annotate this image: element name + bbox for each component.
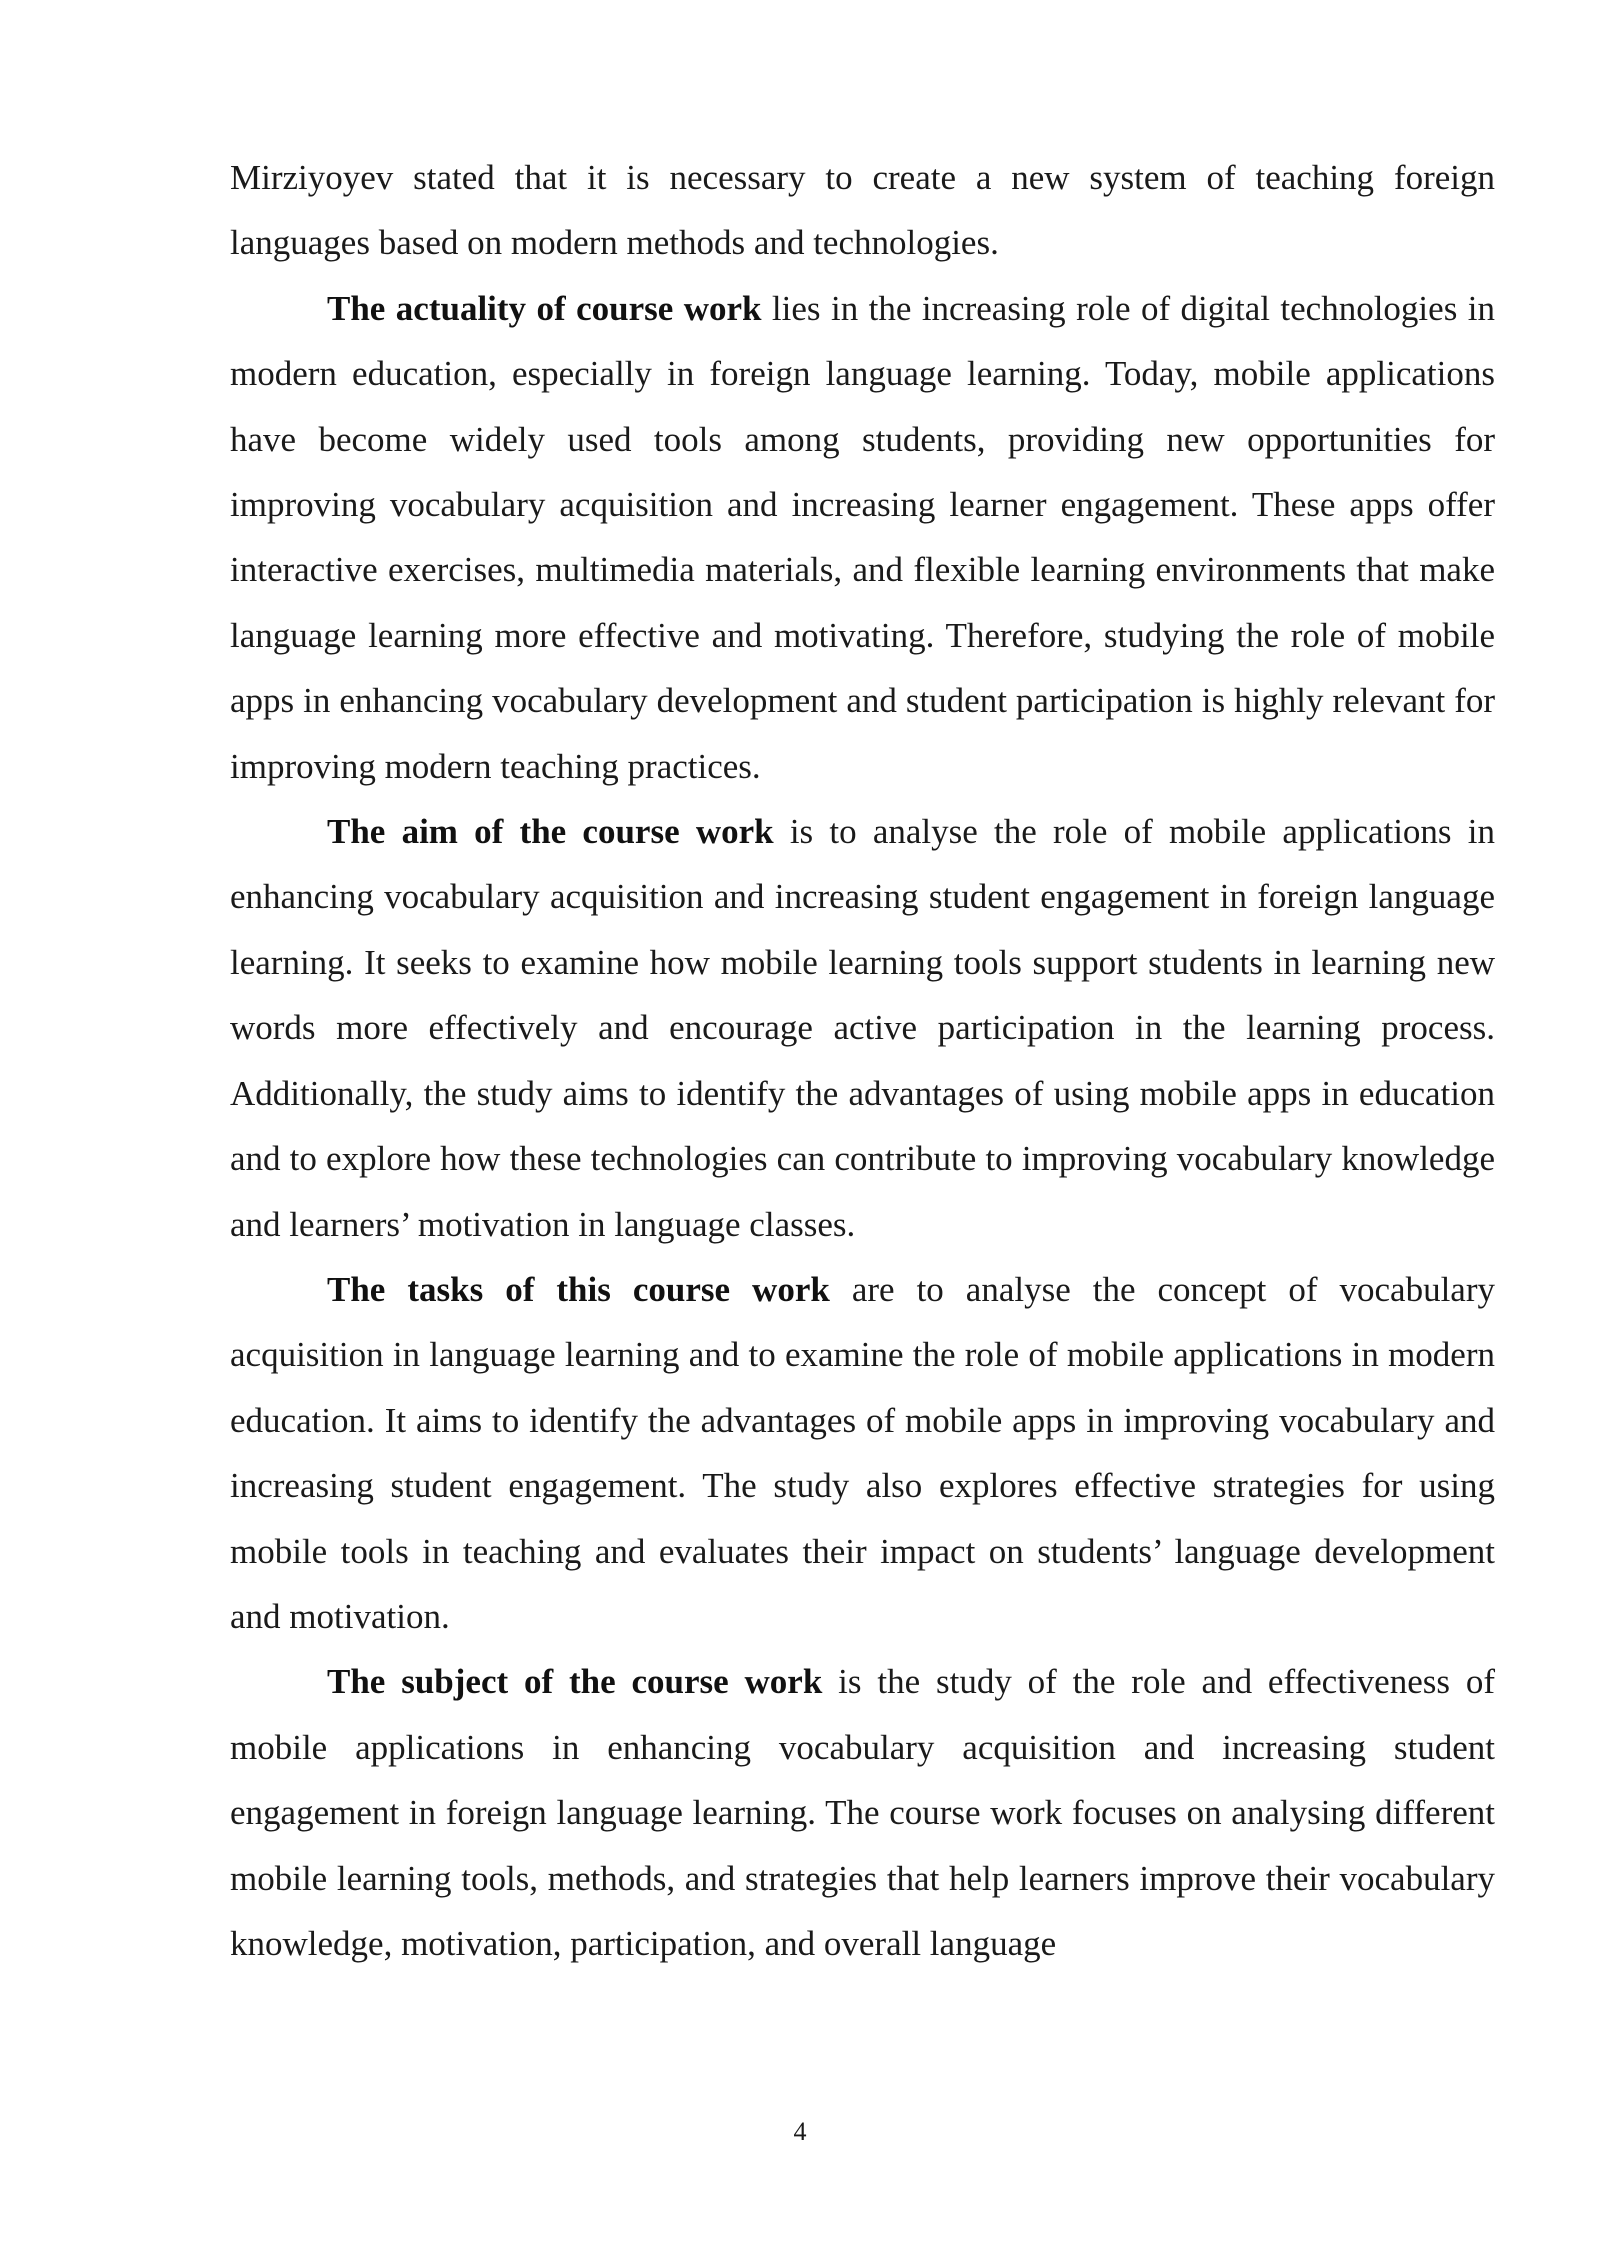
- paragraph-text: is to analyse the role of mobile applications in enhancing vocabulary acquisition and increasing student engagement in foreign language learning. It seeks to examine how mobile learning tools support students in learning new words more effectively and encourage active participation in the learning process. Additionally, the study aims to identify the advantages of using mobile apps in education and to explore how these technologies can contribute to improving vocabulary knowledge and learners’ motivation in language classes.: [230, 812, 1495, 1244]
- paragraph-lead: The aim of the course work: [327, 812, 774, 852]
- paragraph-actuality: [230, 276, 1495, 799]
- document-body: [230, 145, 1495, 1976]
- paragraph-lead: The tasks of this course work: [327, 1269, 830, 1309]
- paragraph-text: is the study of the role and effectiveness of mobile applications in enhancing vocabulary acquisition and increasing student engagement in foreign language learning. The course work focuses on analysing different mobile learning tools, methods, and strategies that help learners improve their vocabulary knowledge, motivation, participation, and overall language: [230, 1662, 1495, 1963]
- paragraph-aim: [230, 799, 1495, 1257]
- page-number: 4: [793, 2117, 807, 2146]
- paragraph-subject: [230, 1649, 1495, 1976]
- paragraph-intro: [230, 145, 1495, 276]
- paragraph-lead: The actuality of course work: [327, 288, 762, 328]
- paragraph-text: are to analyse the concept of vocabulary acquisition in language learning and to examine the role of mobile applications in modern education. It aims to identify the advantages of mobile apps in improving vocabulary and increasing student engagement. The study also explores effective strategies for using mobile tools in teaching and evaluates their impact on students’ language development and motivation.: [230, 1269, 1495, 1636]
- paragraph-lead: The subject of the course work: [327, 1662, 823, 1702]
- paragraph-tasks: [230, 1257, 1495, 1649]
- paragraph-text: Mirziyoyev stated that it is necessary to create a new system of teaching foreign languages based on modern methods and technologies.: [230, 158, 1495, 263]
- paragraph-text: lies in the increasing role of digital technologies in modern education, especially in foreign language learning. Today, mobile applications have become widely used tools among students, providing new opportunities for improving vocabulary acquisition and increasing learner engagement. These apps offer interactive exercises, multimedia materials, and flexible learning environments that make language learning more effective and motivating. Therefore, studying the role of mobile apps in enhancing vocabulary development and student participation is highly relevant for improving modern teaching practices.: [230, 288, 1495, 786]
